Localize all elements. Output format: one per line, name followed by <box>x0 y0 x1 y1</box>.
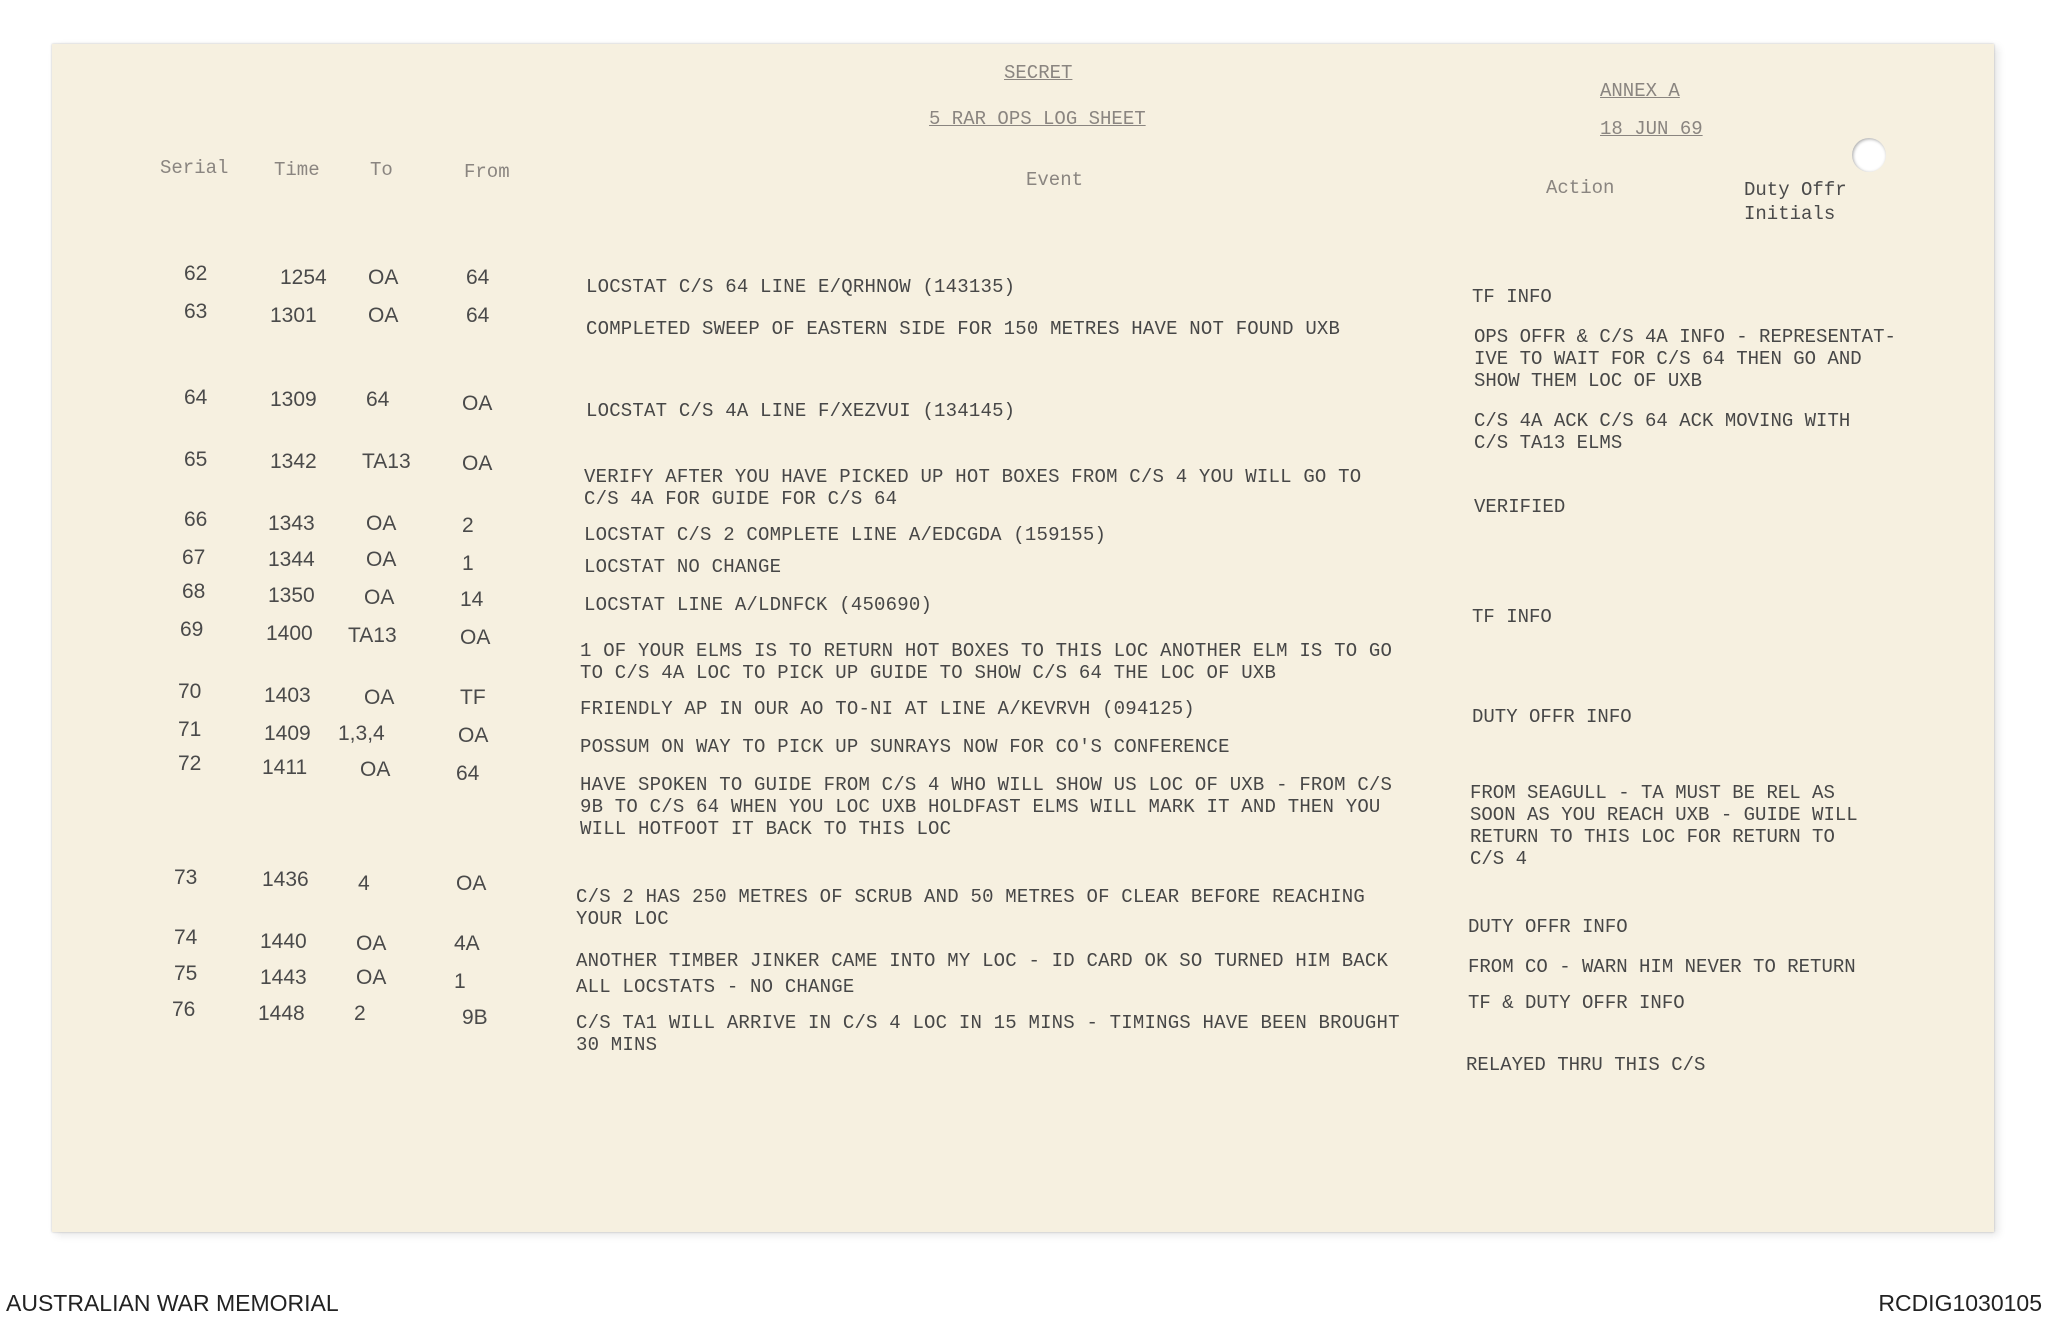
cell-from: OA <box>460 626 491 649</box>
cell-to: 64 <box>366 388 390 411</box>
header-time: Time <box>274 159 320 181</box>
cell-event: LOCSTAT NO CHANGE <box>584 556 782 578</box>
cell-action: DUTY OFFR INFO <box>1472 706 1632 728</box>
cell-time: 1254 <box>280 266 327 289</box>
cell-event: LOCSTAT C/S 2 COMPLETE LINE A/EDCGDA (159155) <box>584 524 1107 546</box>
cell-to: OA <box>364 586 395 609</box>
cell-from: 1 <box>454 970 466 993</box>
cell-serial: 73 <box>174 866 198 889</box>
cell-action: OPS OFFR & C/S 4A INFO - REPRESENTAT- IVE TO WAIT FOR C/S 64 THEN GO AND SHOW THEM LOC OF UXB <box>1474 326 1896 392</box>
cell-serial: 70 <box>178 680 202 703</box>
punch-hole <box>1852 138 1886 172</box>
footer-institution: AUSTRALIAN WAR MEMORIAL <box>6 1290 339 1316</box>
cell-serial: 63 <box>184 300 208 323</box>
cell-from: OA <box>458 724 489 747</box>
cell-to: OA <box>356 932 387 955</box>
header-action: Action <box>1546 177 1615 199</box>
cell-to: TA13 <box>362 450 411 473</box>
cell-from: OA <box>462 392 493 415</box>
cell-serial: 65 <box>184 448 208 471</box>
cell-event: VERIFY AFTER YOU HAVE PICKED UP HOT BOXES FROM C/S 4 YOU WILL GO TO C/S 4A FOR GUIDE FOR C/S 64 <box>584 466 1362 510</box>
cell-from: 14 <box>460 588 484 611</box>
cell-from: TF <box>460 686 486 709</box>
cell-time: 1411 <box>262 756 308 779</box>
header-event: Event <box>1026 169 1084 191</box>
cell-serial: 64 <box>184 386 208 409</box>
cell-event: ANOTHER TIMBER JINKER CAME INTO MY LOC - ID CARD OK SO TURNED HIM BACK <box>576 950 1389 972</box>
cell-event: ALL LOCSTATS - NO CHANGE <box>576 976 855 998</box>
cell-serial: 69 <box>180 618 204 641</box>
header-to: To <box>370 159 393 181</box>
cell-to: OA <box>366 512 397 535</box>
cell-serial: 71 <box>178 718 202 741</box>
cell-to: 1,3,4 <box>338 722 385 745</box>
cell-to: TA13 <box>348 624 397 647</box>
cell-action: VERIFIED <box>1474 496 1566 518</box>
cell-from: 1 <box>462 552 474 575</box>
cell-from: 64 <box>456 762 480 785</box>
cell-from: OA <box>456 872 487 895</box>
header-from: From <box>464 161 510 183</box>
document-title: 5 RAR OPS LOG SHEET <box>929 108 1146 130</box>
cell-time: 1443 <box>260 966 307 989</box>
cell-event: LOCSTAT C/S 4A LINE F/XEZVUI (134145) <box>586 400 1016 422</box>
footer-record-id: RCDIG1030105 <box>1878 1290 2042 1316</box>
cell-time: 1343 <box>268 512 315 535</box>
header-duty-offr: Duty Offr <box>1744 179 1847 201</box>
cell-event: C/S 2 HAS 250 METRES OF SCRUB AND 50 METRES OF CLEAR BEFORE REACHING YOUR LOC <box>576 886 1365 930</box>
cell-time: 1440 <box>260 930 307 953</box>
cell-from: 64 <box>466 266 490 289</box>
cell-serial: 74 <box>174 926 198 949</box>
cell-to: OA <box>360 758 391 781</box>
cell-event: POSSUM ON WAY TO PICK UP SUNRAYS NOW FOR CO'S CONFERENCE <box>580 736 1230 758</box>
header-initials: Initials <box>1744 203 1836 225</box>
cell-event: FRIENDLY AP IN OUR AO TO-NI AT LINE A/KEVRVH (094125) <box>580 698 1195 720</box>
cell-to: OA <box>364 686 395 709</box>
cell-event: LOCSTAT C/S 64 LINE E/QRHNOW (143135) <box>586 276 1016 298</box>
cell-event: LOCSTAT LINE A/LDNFCK (450690) <box>584 594 933 616</box>
cell-event: 1 OF YOUR ELMS IS TO RETURN HOT BOXES TO THIS LOC ANOTHER ELM IS TO GO TO C/S 4A LOC TO PICK UP GUIDE TO SHOW C/S 64 THE LOC OF UXB <box>580 640 1393 684</box>
document-date: 18 JUN 69 <box>1600 118 1703 140</box>
cell-time: 1409 <box>264 722 311 745</box>
cell-action: FROM SEAGULL - TA MUST BE REL AS SOON AS YOU REACH UXB - GUIDE WILL RETURN TO THIS LOC FOR RETURN TO C/S 4 <box>1470 782 1858 870</box>
cell-time: 1342 <box>270 450 317 473</box>
cell-action: DUTY OFFR INFO <box>1468 916 1628 938</box>
cell-serial: 76 <box>172 998 196 1021</box>
cell-time: 1344 <box>268 548 315 571</box>
cell-to: OA <box>368 266 399 289</box>
cell-from: 9B <box>462 1006 488 1029</box>
cell-serial: 75 <box>174 962 198 985</box>
cell-action: TF INFO <box>1472 606 1552 628</box>
cell-serial: 66 <box>184 508 208 531</box>
cell-to: OA <box>368 304 399 327</box>
cell-time: 1400 <box>266 622 313 645</box>
cell-time: 1350 <box>268 584 315 607</box>
cell-time: 1436 <box>262 868 309 891</box>
cell-to: OA <box>366 548 397 571</box>
cell-time: 1403 <box>264 684 311 707</box>
cell-serial: 67 <box>182 546 206 569</box>
cell-from: 4A <box>454 932 480 955</box>
cell-action: FROM CO - WARN HIM NEVER TO RETURN <box>1468 956 1856 978</box>
cell-to: OA <box>356 966 387 989</box>
cell-event: COMPLETED SWEEP OF EASTERN SIDE FOR 150 METRES HAVE NOT FOUND UXB <box>586 318 1341 340</box>
cell-from: 2 <box>462 514 474 537</box>
cell-time: 1309 <box>270 388 317 411</box>
cell-from: 64 <box>466 304 490 327</box>
cell-action: RELAYED THRU THIS C/S <box>1466 1054 1706 1076</box>
cell-event: HAVE SPOKEN TO GUIDE FROM C/S 4 WHO WILL SHOW US LOC OF UXB - FROM C/S 9B TO C/S 64 WHEN YOU LOC UXB HOLDFAST ELMS WILL MARK IT AND THEN YOU WILL HOTFOOT IT BACK TO THIS LOC <box>580 774 1393 840</box>
header-serial: Serial <box>160 157 229 179</box>
cell-event: C/S TA1 WILL ARRIVE IN C/S 4 LOC IN 15 MINS - TIMINGS HAVE BEEN BROUGHT 30 MINS <box>576 1012 1400 1056</box>
cell-action: TF INFO <box>1472 286 1552 308</box>
cell-action: TF & DUTY OFFR INFO <box>1468 992 1685 1014</box>
cell-serial: 68 <box>182 580 206 603</box>
cell-time: 1301 <box>270 304 317 327</box>
cell-to: 2 <box>354 1002 366 1025</box>
cell-to: 4 <box>358 872 370 895</box>
annex-label: ANNEX A <box>1600 80 1680 102</box>
cell-from: OA <box>462 452 493 475</box>
cell-time: 1448 <box>258 1002 305 1025</box>
cell-serial: 72 <box>178 752 202 775</box>
classification-marking: SECRET <box>1004 62 1073 84</box>
cell-action: C/S 4A ACK C/S 64 ACK MOVING WITH C/S TA13 ELMS <box>1474 410 1851 454</box>
cell-serial: 62 <box>184 262 208 285</box>
